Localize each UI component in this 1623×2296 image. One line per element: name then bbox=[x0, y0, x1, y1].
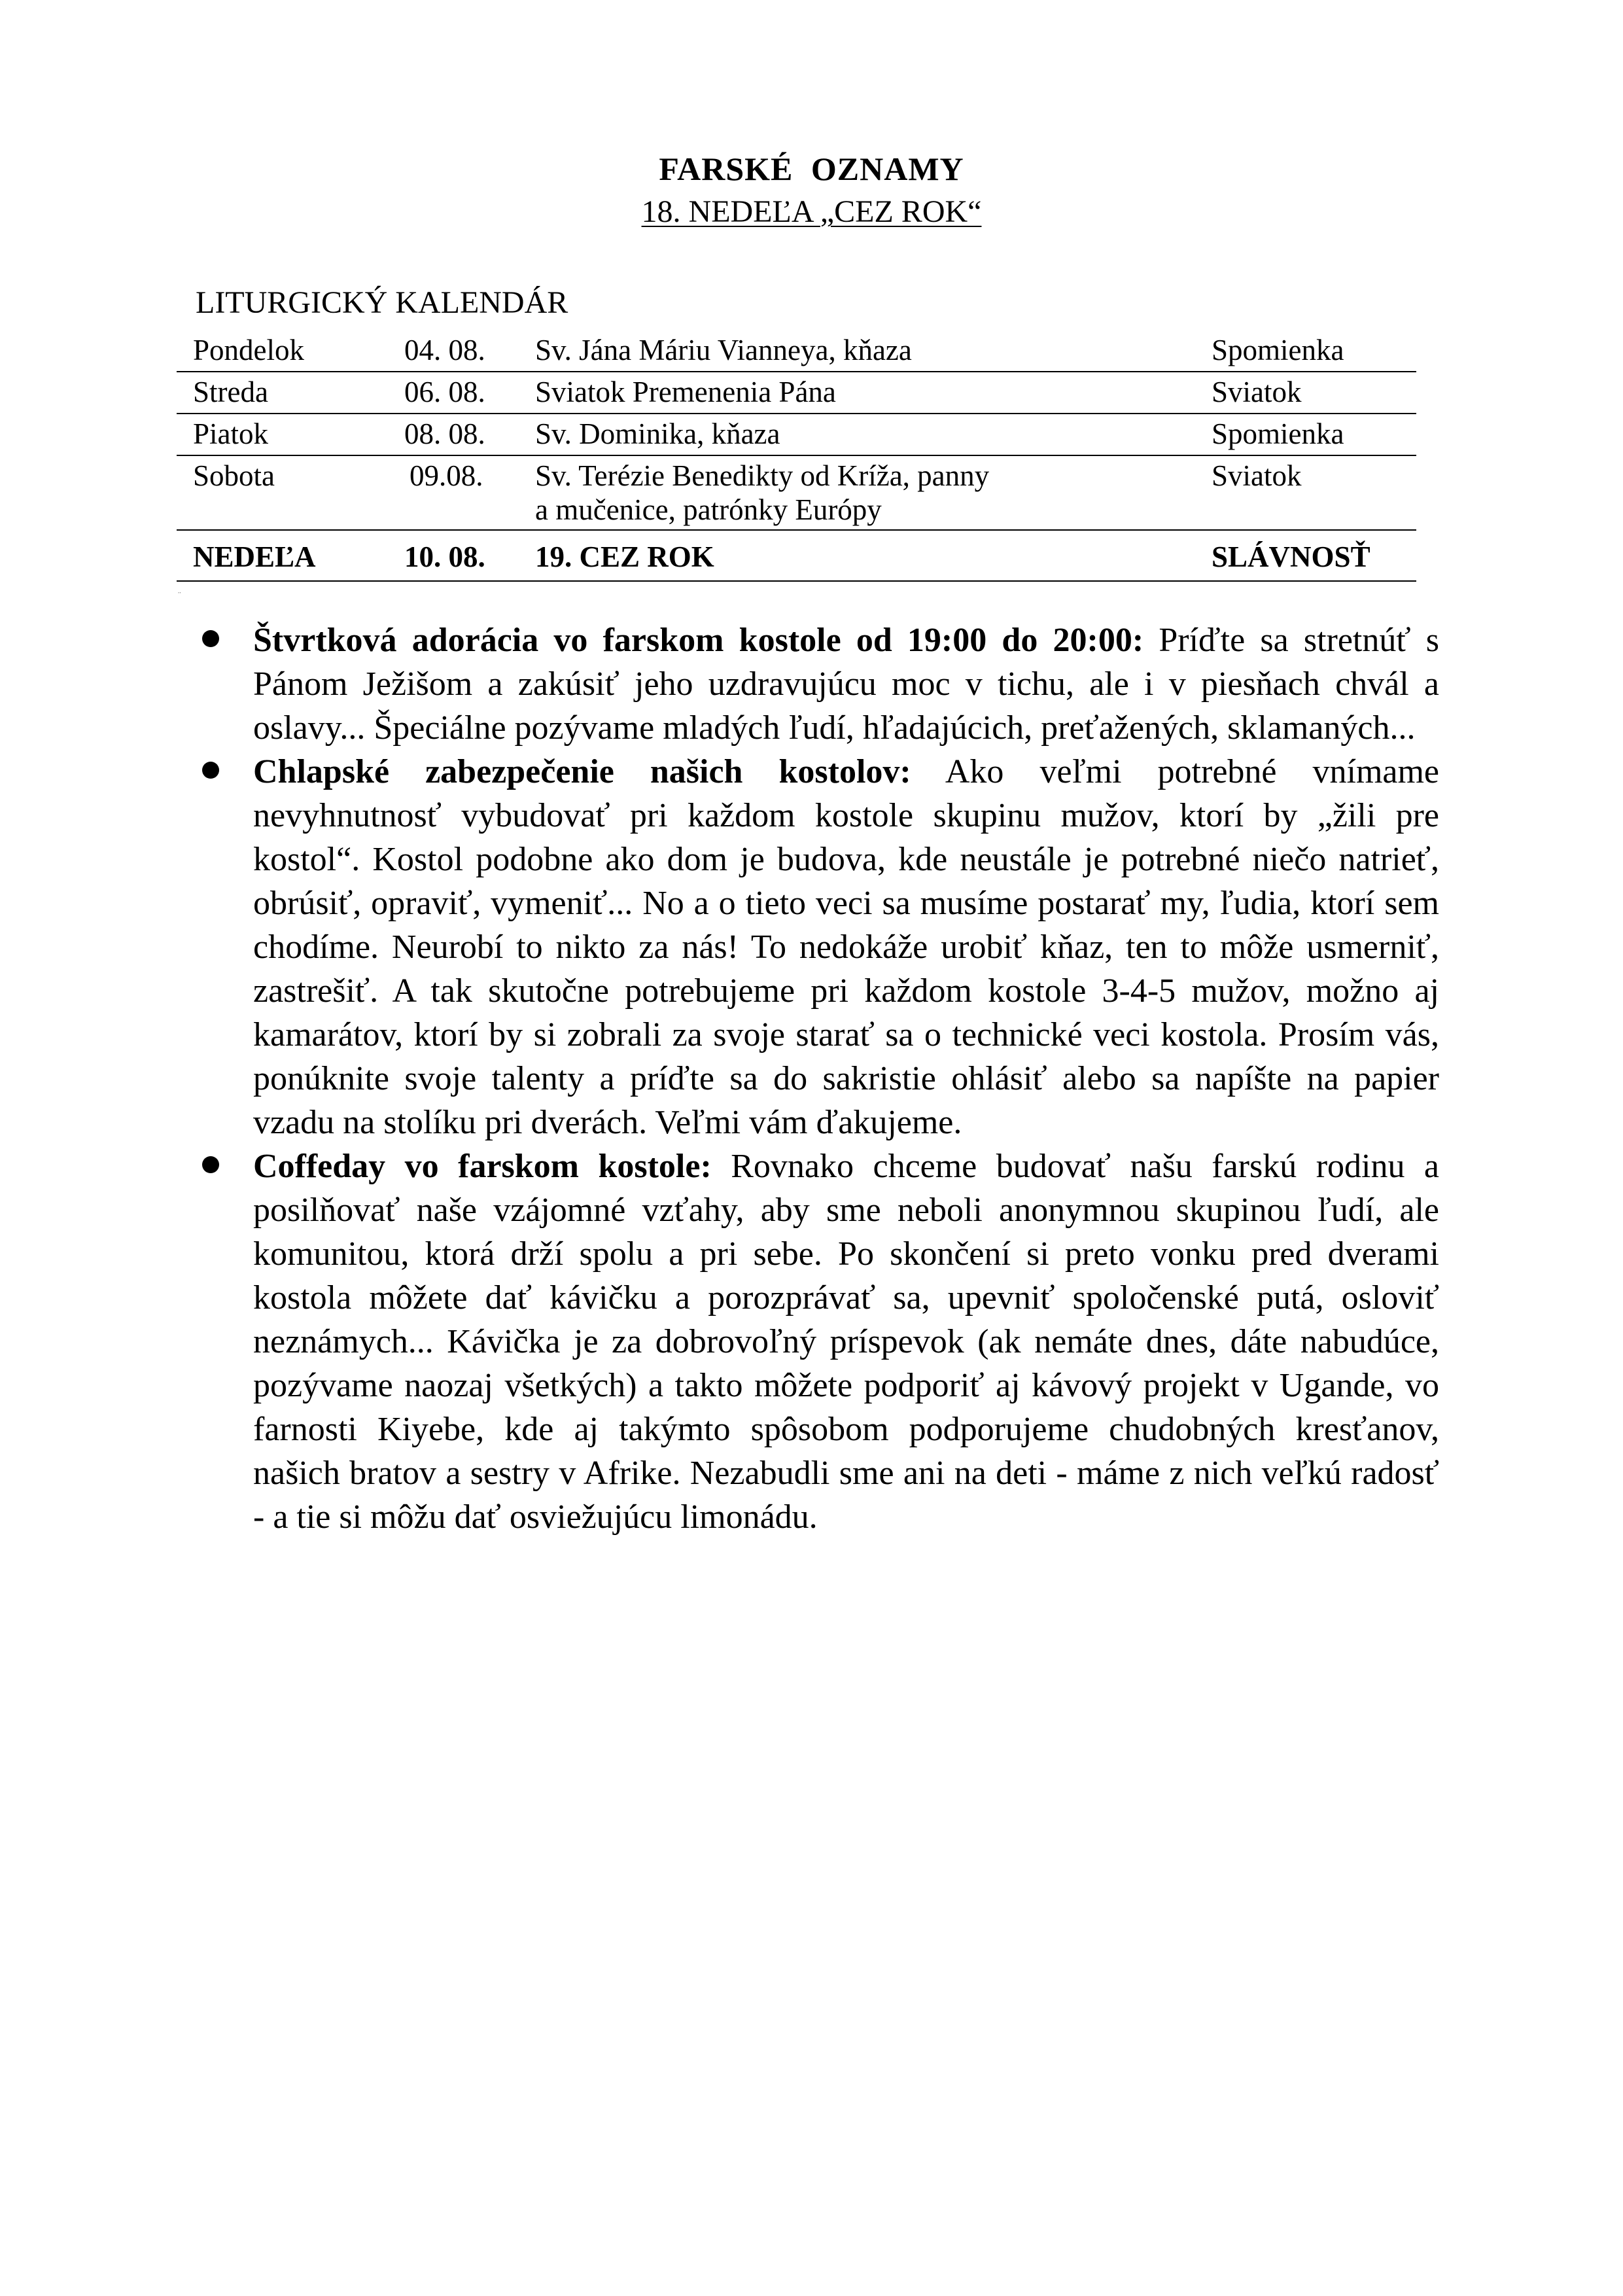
bullet-icon bbox=[202, 762, 219, 779]
calendar-rank: Spomienka bbox=[1212, 417, 1344, 450]
calendar-row-sunday bbox=[177, 531, 1416, 582]
calendar-rank: Sviatok bbox=[1212, 376, 1302, 408]
announcement-heading: Chlapské zabezpečenie našich kostolov: bbox=[253, 753, 911, 790]
calendar-date: 10. 08. bbox=[404, 540, 485, 573]
calendar-feast: Sv. Dominika, kňaza bbox=[535, 417, 780, 450]
calendar-date: 06. 08. bbox=[404, 376, 485, 408]
bullet-icon bbox=[202, 630, 219, 647]
scan-mark: ¨ bbox=[178, 591, 181, 601]
calendar-date: 09.08. bbox=[410, 459, 483, 492]
liturgical-calendar-table bbox=[177, 330, 1416, 582]
calendar-day: Streda bbox=[193, 376, 268, 408]
calendar-feast-line2: a mučenice, patrónky Európy bbox=[535, 493, 882, 526]
calendar-feast: Sv. Jána Máriu Vianneya, kňaza bbox=[535, 334, 912, 366]
bullet-icon bbox=[202, 1156, 219, 1173]
announcement-item bbox=[196, 1144, 1439, 1539]
announcement-heading: Štvrtková adorácia vo farskom kostole od 19:00 do 20:00: bbox=[253, 622, 1144, 659]
announcement-paragraph bbox=[253, 1144, 1439, 1539]
calendar-day: Sobota bbox=[193, 459, 275, 492]
calendar-heading: LITURGICKÝ KALENDÁR bbox=[196, 285, 568, 320]
page-title: FARSKÉ OZNAMY bbox=[659, 150, 964, 187]
calendar-row bbox=[177, 372, 1416, 414]
page-subtitle bbox=[0, 193, 1623, 231]
subtitle-text: 18. NEDEĽA „CEZ ROK“ bbox=[641, 194, 982, 229]
calendar-rank: Spomienka bbox=[1212, 334, 1344, 366]
announcement-list bbox=[196, 618, 1439, 1539]
calendar-rank: Sviatok bbox=[1212, 459, 1302, 492]
calendar-row bbox=[177, 330, 1416, 372]
calendar-row bbox=[177, 414, 1416, 456]
calendar-day: NEDEĽA bbox=[193, 540, 316, 573]
announcement-paragraph bbox=[253, 618, 1439, 750]
calendar-feast: 19. CEZ ROK bbox=[535, 540, 714, 573]
announcement-text: Rovnako chceme budovať našu farskú rodinu a posilňovať naše vzájomné vzťahy, aby sme neboli anonymnou skupinou ľudí, ale komunitou, ktorá drží spolu a pri sebe. Po skončení si preto vonku pred dverami kostola môžete dať kávičku a porozprávať sa, upevniť spoločenské putá, osloviť neznámych... Kávička je za dobrovoľný príspevok (ak nemáte dnes, dáte nabudúce, pozývame naozaj všetkých) a takto môžete podporiť aj kávový projekt v Ugande, vo farnosti Kiyebe, kde aj takýmto spôsobom podporujeme chudobných kresťanov, našich bratov a sestry v Afrike. Nezabudli sme ani na deti - máme z nich veľkú radosť - a tie si môžu dať osviežujúcu limonádu. bbox=[253, 1148, 1439, 1536]
calendar-row bbox=[177, 456, 1416, 531]
calendar-date: 08. 08. bbox=[404, 417, 485, 450]
announcement-text: Príďte sa stretnúť s Pánom Ježišom a zakúsiť jeho uzdravujúcu moc v tichu, ale i v piesňach chvál a oslavy... Špeciálne pozývame mladých ľudí, hľadajúcich, preťažených, sklamaných... bbox=[253, 622, 1439, 747]
calendar-feast: Sviatok Premenenia Pána bbox=[535, 376, 836, 408]
calendar-feast-line1: Sv. Terézie Benedikty od Kríža, panny bbox=[535, 459, 990, 492]
calendar-rank: SLÁVNOSŤ bbox=[1212, 540, 1370, 573]
calendar-day: Piatok bbox=[193, 417, 269, 450]
announcement-text: Ako veľmi potrebné vnímame nevyhnutnosť vybudovať pri každom kostole skupinu mužov, ktorí by „žili pre kostol“. Kostol podobne ako dom je budova, kde neustále je potrebné niečo natrieť, obrúsiť, opraviť, vymeniť... No a o tieto veci sa musíme postarať my, ľudia, ktorí sem chodíme. Neurobí to nikto za nás! To nedokáže urobiť kňaz, ten to môže usmerniť, zastrešiť. A tak skutočne potrebujeme pri každom kostole 3-4-5 mužov, možno aj kamarátov, ktorí by si zobrali za svoje starať sa o technické veci kostola. Prosím vás, ponúknite svoje talenty a príďte sa do sakristie ohlásiť alebo sa napíšte na papier vzadu na stolíku pri dverách. Veľmi vám ďakujeme. bbox=[253, 753, 1439, 1141]
calendar-day: Pondelok bbox=[193, 334, 305, 366]
calendar-date: 04. 08. bbox=[404, 334, 485, 366]
announcement-paragraph bbox=[253, 750, 1439, 1144]
calendar-feast bbox=[535, 459, 1124, 527]
announcement-item bbox=[196, 750, 1439, 1144]
announcement-heading: Coffeday vo farskom kostole: bbox=[253, 1148, 712, 1185]
announcement-item bbox=[196, 618, 1439, 750]
